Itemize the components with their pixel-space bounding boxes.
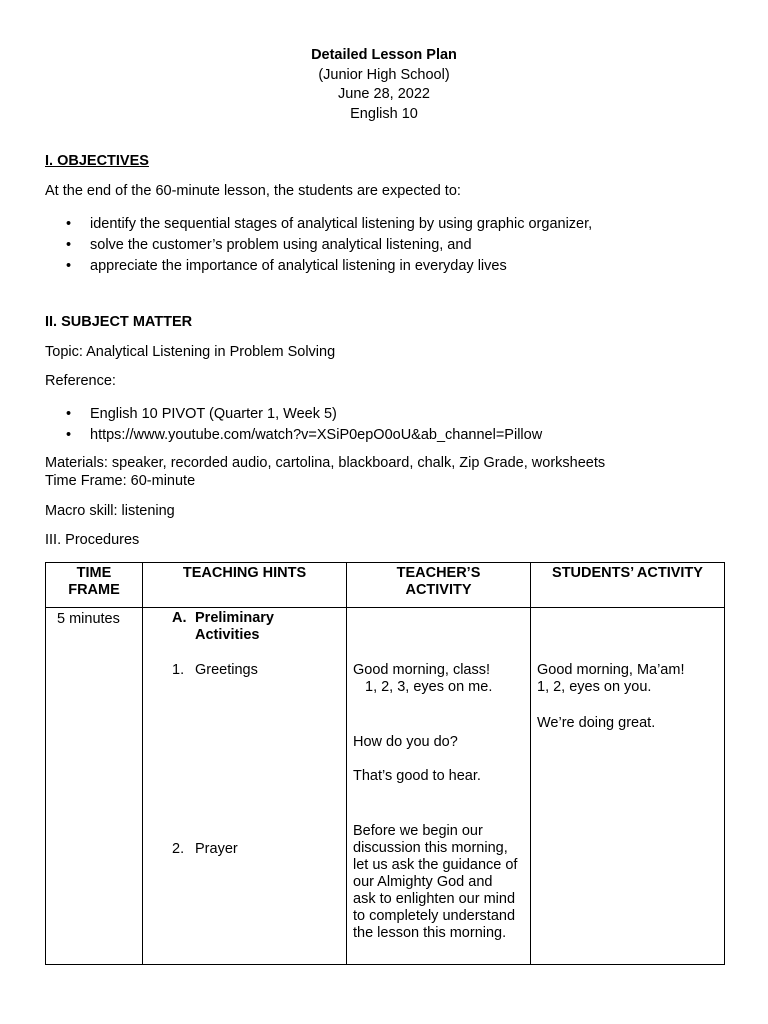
teacher-prayer-line: ask to enlighten our mind <box>353 891 516 907</box>
reference-list <box>66 404 542 446</box>
teacher-prayer-line: the lesson this morning. <box>353 925 507 941</box>
reference-item: • English 10 PIVOT (Quarter 1, Week 5) <box>66 404 542 425</box>
teacher-prayer-line: to completely understand <box>353 908 516 924</box>
student-doing-great: We’re doing great. <box>537 715 656 731</box>
subject-matter-heading: II. SUBJECT MATTER <box>45 314 193 330</box>
document-header <box>0 46 768 124</box>
teacher-eyes-on-me: 1, 2, 3, eyes on me. <box>365 679 493 695</box>
teacher-prayer-line: let us ask the guidance of <box>353 857 518 873</box>
procedures-table <box>45 562 725 965</box>
step-number: 2. <box>172 841 185 857</box>
materials-line: Materials: speaker, recorded audio, cartolina, blackboard, chalk, Zip Grade, worksheets <box>45 455 606 471</box>
teacher-greeting: Good morning, class! <box>353 662 491 678</box>
teacher-how-do-you-do: How do you do? <box>353 734 458 750</box>
reference-link[interactable]: • https://www.youtube.com/watch?v=XSiP0epO0oU&ab_channel=Pillow <box>66 425 542 446</box>
time-frame-cell <box>46 608 143 965</box>
time-frame-line: Time Frame: 60-minute <box>45 473 196 489</box>
objective-item: • solve the customer’s problem using analytical listening, and <box>66 235 592 256</box>
step-prayer: Prayer <box>195 841 238 857</box>
step-number: 1. <box>172 662 185 678</box>
table-header-row <box>46 563 725 608</box>
macro-skill-line: Macro skill: listening <box>45 503 175 519</box>
students-activity-cell <box>531 608 725 965</box>
teacher-prayer-line: discussion this morning, <box>353 840 508 856</box>
subject-name: English 10 <box>350 105 418 122</box>
time-value: 5 minutes <box>57 611 120 627</box>
objective-item: • identify the sequential stages of analytical listening by using graphic organizer, <box>66 214 592 235</box>
objectives-intro: At the end of the 60-minute lesson, the students are expected to: <box>45 183 461 199</box>
objectives-heading: I. OBJECTIVES <box>45 153 149 169</box>
procedures-heading: III. Procedures <box>45 532 140 548</box>
column-header-students-activity <box>531 563 725 608</box>
reference-label: Reference: <box>45 373 116 389</box>
column-header-time-frame <box>46 563 143 608</box>
section-letter: A. <box>172 610 187 626</box>
student-greeting: Good morning, Ma’am! <box>537 662 685 678</box>
teacher-prayer-line: Before we begin our <box>353 823 483 839</box>
table-row <box>46 608 725 965</box>
header-text: ACTIVITY <box>405 582 472 598</box>
lesson-date: June 28, 2022 <box>338 86 430 102</box>
objectives-list <box>66 214 592 277</box>
header-text: FRAME <box>68 582 120 598</box>
teacher-prayer-line: our Almighty God and <box>353 874 493 890</box>
step-greetings: Greetings <box>195 662 258 678</box>
header-text: TIME <box>76 565 112 581</box>
header-text: TEACHER’S <box>396 565 481 581</box>
teacher-good-to-hear: That’s good to hear. <box>353 768 481 784</box>
section-title-line1: Preliminary <box>195 610 274 626</box>
column-header-teaching-hints <box>143 563 347 608</box>
teachers-activity-cell <box>347 608 531 965</box>
objective-item: • appreciate the importance of analytical listening in everyday lives <box>66 256 592 277</box>
topic-line: Topic: Analytical Listening in Problem Solving <box>45 344 336 360</box>
header-text: STUDENTS’ ACTIVITY <box>552 565 703 581</box>
header-text: TEACHING HINTS <box>182 565 307 581</box>
column-header-teachers-activity <box>347 563 531 608</box>
teaching-hints-cell <box>143 608 347 965</box>
section-title-line2: Activities <box>195 627 260 643</box>
document-title: Detailed Lesson Plan <box>311 47 457 63</box>
school-level: (Junior High School) <box>318 66 450 83</box>
student-eyes-on-you: 1, 2, eyes on you. <box>537 679 652 695</box>
